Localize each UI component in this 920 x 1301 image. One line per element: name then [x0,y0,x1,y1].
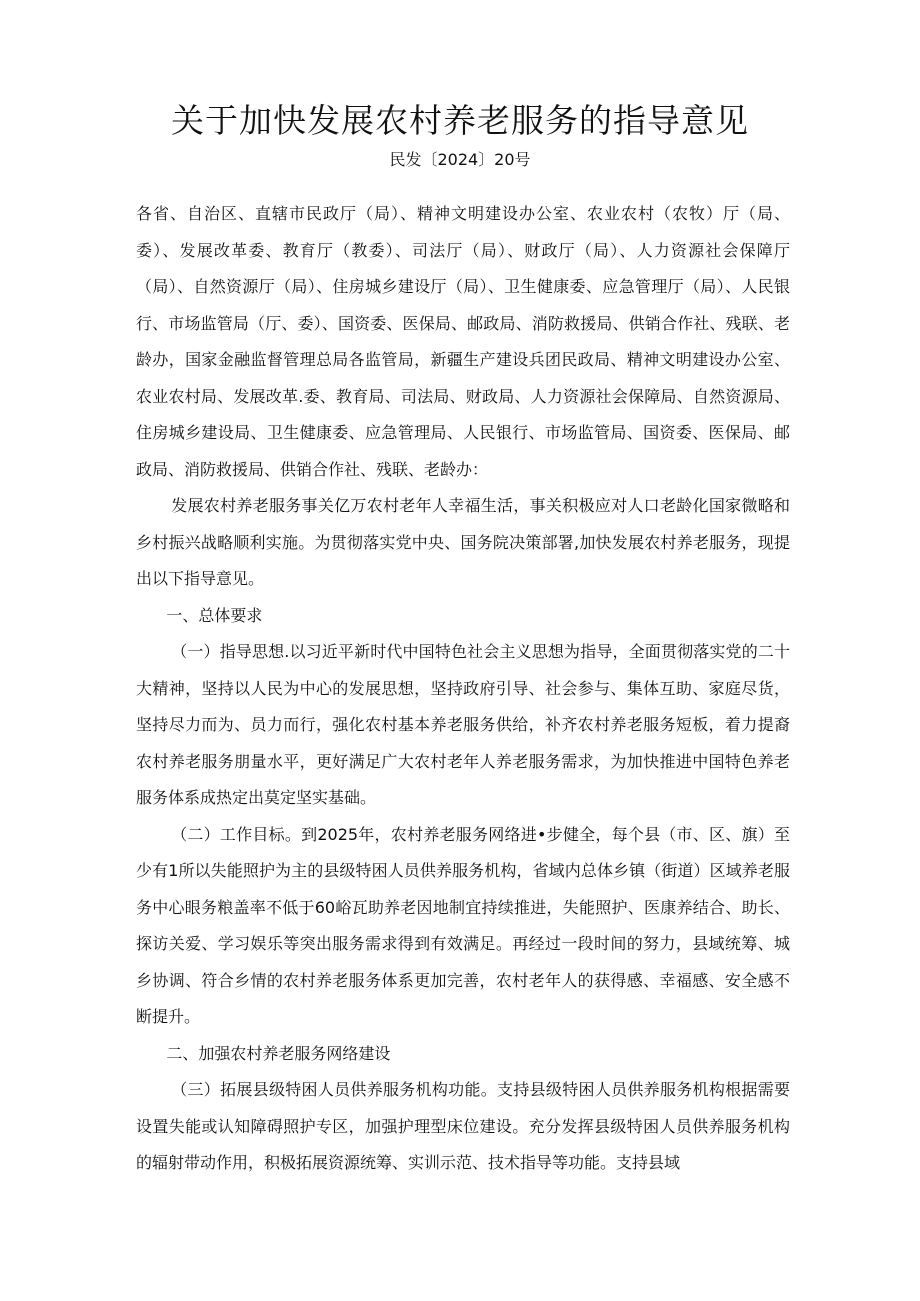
document-body [136,196,790,1182]
document-number: 民发〔2024〕20号 [389,150,531,169]
document-title: 关于加快发展农村养老服务的指导意见 [171,101,749,140]
section-heading-2: 二、加强农村养老服务网络建设 [166,1043,391,1063]
section-heading-1: 一、总体要求 [166,605,263,625]
paragraph-guiding-ideology: （一）指导思想.以习近平新时代中国特色社会主义思想为指导，全面贯彻落实党的二十大精神，坚持以人民为中心的发展思想，坚持政府引导、社会参与、集体互助、家庭尽货，坚持尽力而为、员力而行，强化农村基本养老服务供给，补齐农村养老服务短板，着力提裔农村养老服务朋量水平，更好满足广大农村老年人养老服务需求，为加快推进中国特色养老服务体系成热定出莫定坚实基础。 [136,642,790,807]
paragraph-county-institutions: （三）拓展县级特困人员供养服务机构功能。支持县级特困人员供养服务机构根据需要设置失能或认知障碍照护专区，加强护理型床位建设。充分发挥县级特困人员供养服务机构的辐射带动作用，积极拓展资源统筹、实训示范、技术指导等功能。支持县域 [136,1080,790,1172]
paragraph-work-goals: （二）工作目标。到2025年，农村养老服务网络进•步健全，每个县（市、区、旗）至少有1所以失能照护为主的县级特困人员供养服务机构，省域内总体乡镇（街道）区域养老服务中心眼务粮盖率不低于60峪瓦助养老因地制宜持续推进，失能照护、医康养结合、助长、探访关爱、学习娱乐等突出服务需求得到有效满足。再经过一段时间的努力，县域统筹、城乡协调、符合乡情的农村养老服务体系更加完善，农村老年人的获得感、幸福感、安全感不断提升。 [136,824,790,1026]
addressee-list: 各省、自治区、直辖市民政厅（局）、精神文明建设办公室、农业农村（农牧）厅（局、委）、发展改革委、教育厅（教委）、司法厅（局）、财政厅（局）、人力资源社会保障厅（局）、自然资源厅（局）、住房城乡建设厅（局）、卫生健康委、应急管理厅（局）、人民银行、市场监管局（厅、委）、国资委、医保局、邮政局、消防救援局、供销合作社、残联、老龄办，国家金融监督管理总局各监管局，新疆生产建设兵团民政局、精神文明建设办公室、农业农村局、发展改革.委、教育局、司法局、财政局、人力资源社会保障局、自然资源局、住房城乡建设局、卫生健康委、应急管理局、人民银行、市场监管局、国资委、医保局、邮政局、消防救援局、供销合作社、残联、老龄办： [136,204,790,479]
intro-paragraph: 发展农村养老服务事关亿万农村老年人幸福生活，事关积极应对人口老龄化国家微略和乡村振兴战略顺利实施。为贯彻落实党中央、国务院决策部署,加快发展农村养老服务，现提出以下指导意见。 [136,496,790,588]
